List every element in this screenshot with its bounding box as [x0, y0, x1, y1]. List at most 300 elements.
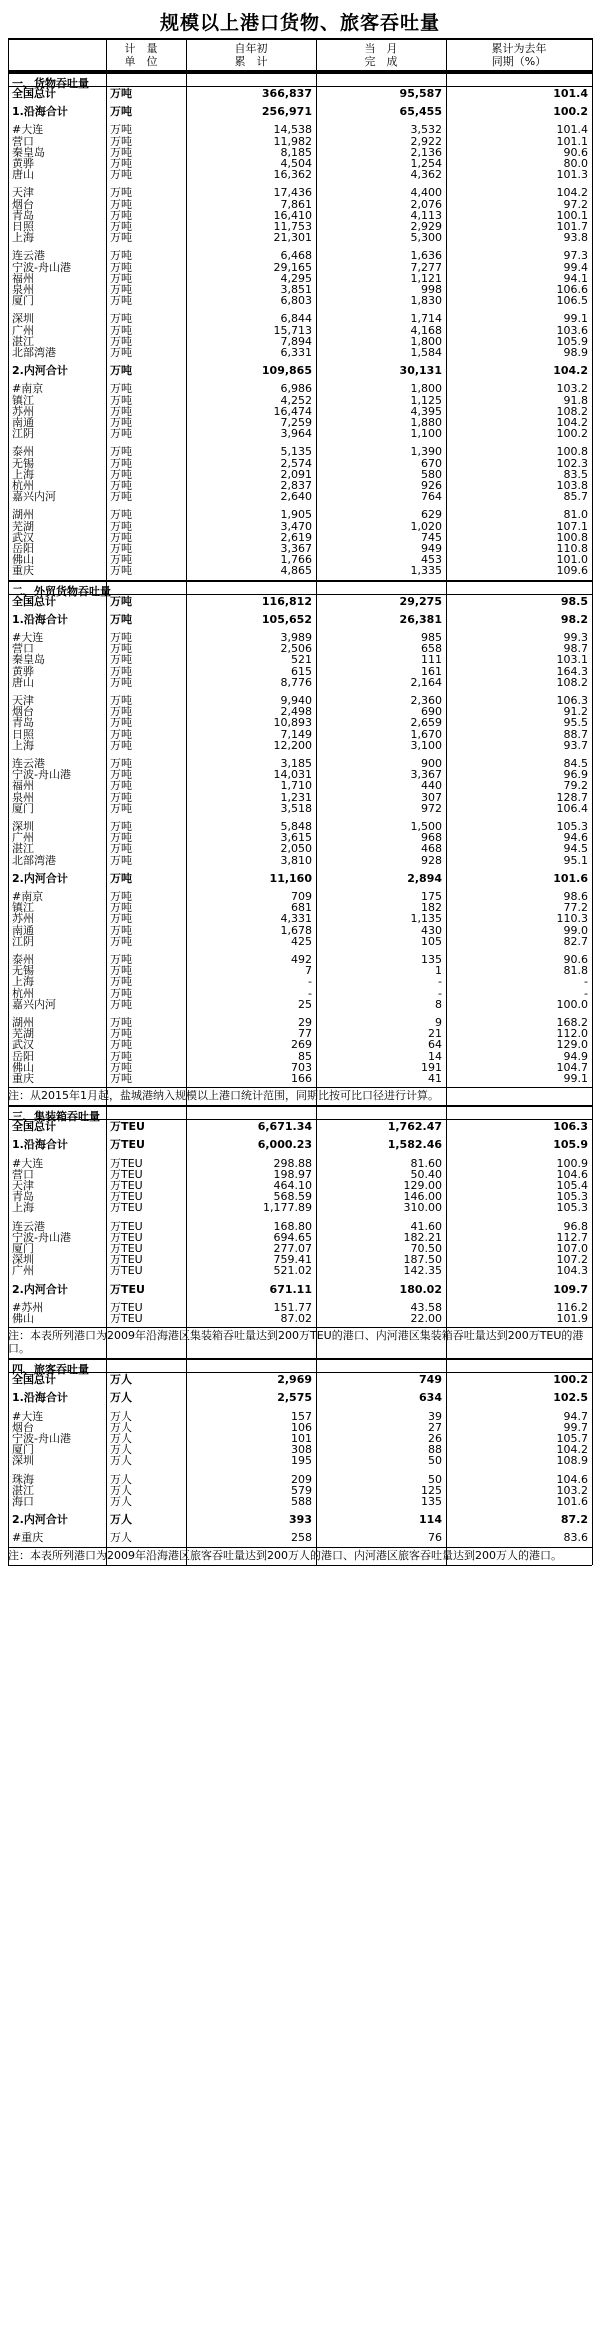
table-note: 注：本表所列港口为2009年沿海港区集装箱吞吐量达到200万TEU的港口、内河港区集装箱吞吐量达到200万TEU的港口。: [8, 1329, 584, 1356]
port-name: 深圳: [12, 820, 34, 833]
ytd-value: 10,893: [273, 716, 312, 730]
month-value: 985: [421, 631, 442, 644]
yoy-pct: 100.2: [553, 1373, 588, 1387]
ytd-value: 4,504: [280, 157, 312, 170]
ytd-value: 16,362: [273, 168, 312, 182]
table-row: [8, 1532, 592, 1543]
ytd-value: 8,185: [280, 145, 312, 159]
ytd-value: 393: [289, 1513, 312, 1527]
yoy-pct: 101.7: [556, 220, 588, 233]
month-value: 135: [421, 1495, 442, 1508]
port-name: 连云港: [12, 757, 45, 770]
table-row: [8, 1039, 592, 1050]
unit: 万吨: [110, 912, 132, 926]
ytd-value: 3,185: [280, 757, 312, 770]
month-value: 26,381: [399, 612, 442, 626]
ytd-value: 4,252: [280, 393, 312, 407]
unit: 万吨: [110, 694, 132, 707]
month-value: 135: [421, 953, 442, 966]
unit: 万人: [110, 1495, 132, 1508]
unit: 万吨: [110, 323, 132, 337]
port-name: 泰州: [12, 445, 34, 459]
port-name: 泉州: [12, 283, 34, 296]
ytd-value: 29,165: [273, 260, 312, 274]
month-value: 1,800: [410, 334, 442, 348]
table-row: [8, 913, 592, 924]
section-title: 三、集装箱吞吐量: [12, 1110, 100, 1124]
port-name: 上海: [12, 738, 34, 752]
ytd-value: 2,506: [280, 642, 312, 656]
ytd-value: 709: [291, 890, 312, 903]
yoy-pct: 103.8: [556, 479, 588, 492]
month-value: 4,395: [410, 404, 442, 418]
yoy-pct: 105.7: [556, 1432, 588, 1445]
unit: 万吨: [110, 208, 132, 222]
yoy-pct: 100.8: [556, 445, 588, 459]
unit: 万吨: [110, 727, 132, 741]
yoy-pct: 94.5: [563, 842, 588, 856]
month-value: 125: [421, 1483, 442, 1497]
unit: 万人: [110, 1391, 132, 1405]
ytd-value: 298.88: [273, 1156, 312, 1170]
port-name: 上海: [12, 1201, 34, 1215]
table-row: [8, 614, 592, 625]
port-name: 黄骅: [12, 157, 34, 170]
section-title: 二、外贸货物吞吐量: [12, 584, 111, 598]
month-value: 4,400: [410, 186, 442, 200]
ytd-column-header: [186, 42, 316, 68]
unit: 万吨: [110, 1016, 132, 1029]
yoy-pct: 94.1: [563, 271, 588, 285]
port-name: 镇江: [12, 901, 34, 915]
unit: 万人: [110, 1531, 132, 1545]
ytd-value: 6,671.34: [257, 1120, 312, 1134]
yoy-pct: -: [584, 986, 588, 1000]
port-name: 青岛: [12, 208, 34, 222]
ytd-value: 209: [291, 1472, 312, 1486]
unit: 万吨: [110, 294, 132, 308]
yoy-pct: 108.9: [556, 1454, 588, 1468]
yoy-pct: 96.8: [563, 1219, 588, 1233]
unit: 万吨: [110, 612, 132, 626]
unit: 万吨: [110, 87, 132, 100]
unit: 万吨: [110, 964, 132, 978]
table-row: [8, 106, 592, 117]
month-value: 187.50: [403, 1253, 442, 1267]
table-row: [8, 446, 592, 457]
table-row: [8, 1313, 592, 1324]
month-value: 926: [421, 479, 442, 492]
unit: 万TEU: [110, 1120, 145, 1134]
column-divider: [316, 38, 317, 1565]
table-row: [8, 803, 592, 814]
port-name: 天津: [12, 186, 34, 200]
yoy-pct: 104.2: [553, 364, 588, 378]
table-row: [8, 936, 592, 947]
port-name: #大连: [12, 123, 44, 137]
unit: 万吨: [110, 427, 132, 441]
unit: 万TEU: [110, 1242, 143, 1255]
pct-column-header: [446, 42, 592, 68]
month-value: 21: [428, 1027, 442, 1041]
month-value: 50: [428, 1472, 442, 1486]
yoy-pct: 108.2: [556, 404, 588, 418]
yoy-pct: 103.1: [556, 653, 588, 667]
unit: 万吨: [110, 820, 132, 833]
month-value: 114: [419, 1513, 442, 1527]
month-value: 430: [421, 923, 442, 937]
month-value: 2,659: [410, 716, 442, 730]
port-name: 1.沿海合计: [12, 1138, 68, 1152]
month-value: 972: [421, 801, 442, 815]
table-row: [8, 313, 592, 324]
yoy-pct: 106.6: [556, 283, 588, 296]
port-name: 福州: [12, 271, 34, 285]
yoy-pct: 98.7: [563, 642, 588, 656]
unit: 万吨: [110, 467, 132, 481]
ytd-value: 3,367: [280, 542, 312, 555]
month-value: 2,076: [410, 197, 442, 211]
ytd-value: 14,538: [273, 123, 312, 137]
unit: 万吨: [110, 642, 132, 656]
unit: 万吨: [110, 157, 132, 170]
unit: 万TEU: [110, 1219, 143, 1233]
ytd-value: 3,989: [280, 631, 312, 644]
yoy-pct: 98.6: [563, 890, 588, 903]
ytd-value: 615: [291, 664, 312, 678]
unit: 万吨: [110, 456, 132, 470]
port-name: #重庆: [12, 1531, 44, 1545]
port-name: 1.沿海合计: [12, 105, 68, 119]
column-divider: [446, 38, 447, 1565]
month-header-line1: 当 月: [364, 42, 398, 55]
yoy-pct: 102.5: [553, 1391, 588, 1405]
port-name: 厦门: [12, 801, 34, 815]
table-row: [8, 1374, 592, 1385]
month-value: 2,136: [410, 145, 442, 159]
yoy-pct: 101.9: [556, 1312, 588, 1325]
table-row: [8, 395, 592, 406]
ytd-value: 7,259: [280, 416, 312, 429]
yoy-pct: 101.4: [556, 123, 588, 137]
yoy-pct: 108.2: [556, 675, 588, 689]
yoy-pct: 101.4: [553, 87, 588, 100]
yoy-pct: 101.0: [556, 553, 588, 567]
ytd-value: 521.02: [273, 1264, 312, 1278]
yoy-pct: 105.4: [556, 1179, 588, 1192]
yoy-pct: 102.3: [556, 456, 588, 470]
yoy-pct: 99.1: [563, 312, 588, 326]
unit: 万TEU: [110, 1156, 143, 1170]
table-row: [8, 855, 592, 866]
yoy-pct: 100.9: [556, 1156, 588, 1170]
table-row: [8, 965, 592, 976]
ytd-value: 16,474: [273, 404, 312, 418]
port-name: #大连: [12, 1156, 44, 1170]
month-value: 111: [421, 653, 442, 667]
table-row: [8, 88, 592, 99]
month-value: 749: [419, 1373, 442, 1387]
month-value: 1,830: [410, 294, 442, 308]
ytd-value: 198.97: [273, 1167, 312, 1181]
yoy-pct: 129.0: [556, 1038, 588, 1052]
ytd-value: 106: [291, 1420, 312, 1434]
ytd-value: 588: [291, 1495, 312, 1508]
port-name: 宁波-舟山港: [12, 260, 71, 274]
yoy-pct: 116.2: [556, 1300, 588, 1314]
table-row: [8, 565, 592, 576]
yoy-pct: 107.1: [556, 519, 588, 533]
yoy-pct: 100.2: [553, 105, 588, 119]
month-value: 2,922: [410, 134, 442, 148]
yoy-pct: 94.7: [563, 1409, 588, 1423]
column-divider: [186, 38, 187, 1565]
unit: 万吨: [110, 757, 132, 770]
unit: 万吨: [110, 445, 132, 459]
yoy-pct: 93.8: [563, 231, 588, 245]
ytd-value: 694.65: [273, 1230, 312, 1244]
yoy-pct: 104.7: [556, 1060, 588, 1074]
ytd-value: 14,031: [273, 768, 312, 782]
month-value: 182.21: [403, 1230, 442, 1244]
ytd-value: 7,894: [280, 334, 312, 348]
month-value: 50.40: [410, 1167, 442, 1181]
ytd-value: 1,678: [280, 923, 312, 937]
yoy-pct: 110.8: [556, 542, 588, 555]
ytd-value: 4,295: [280, 271, 312, 285]
table-note: 注：从2015年1月起，盐城港纳入规模以上港口统计范围，同期比按可比口径进行计算。: [8, 1089, 439, 1103]
port-name: 全国总计: [12, 1120, 56, 1134]
yoy-pct: 79.2: [563, 779, 588, 793]
month-value: 41.60: [410, 1219, 442, 1233]
table-row: [8, 1284, 592, 1295]
table-outer-border: [8, 38, 9, 1565]
table-row: [8, 792, 592, 803]
ytd-value: 4,865: [280, 564, 312, 578]
port-name: 杭州: [12, 479, 34, 492]
month-value: 1,762.47: [387, 1120, 442, 1134]
ytd-value: 168.80: [273, 1219, 312, 1233]
yoy-pct: -: [584, 975, 588, 989]
unit: 万吨: [110, 997, 132, 1011]
ytd-value: 2,619: [280, 530, 312, 544]
ytd-value: 681: [291, 901, 312, 915]
yoy-pct: 101.1: [556, 134, 588, 148]
month-value: 5,300: [410, 231, 442, 245]
table-row: [8, 1121, 592, 1132]
yoy-pct: 110.3: [556, 912, 588, 926]
yoy-pct: 103.2: [556, 382, 588, 396]
port-name: 湛江: [12, 1483, 34, 1497]
month-value: 4,362: [410, 168, 442, 182]
ytd-value: 116,812: [261, 594, 312, 608]
table-row: [8, 383, 592, 394]
unit: 万人: [110, 1472, 132, 1486]
unit: 万吨: [110, 382, 132, 396]
yoy-pct: 94.6: [563, 831, 588, 845]
port-name: 泰州: [12, 953, 34, 966]
yoy-pct: 101.6: [553, 871, 588, 885]
unit: 万吨: [110, 923, 132, 937]
ytd-value: 269: [291, 1038, 312, 1052]
unit: 万吨: [110, 508, 132, 522]
yoy-pct: 105.3: [556, 820, 588, 833]
table-row: [8, 521, 592, 532]
table-row: [8, 740, 592, 751]
ytd-value: 15,713: [273, 323, 312, 337]
table-row: [8, 677, 592, 688]
port-name: 宁波-舟山港: [12, 1230, 71, 1244]
ytd-value: 277.07: [273, 1242, 312, 1255]
ytd-header-line1: 自年初: [234, 42, 268, 55]
port-name: 青岛: [12, 1190, 34, 1204]
port-name: 杭州: [12, 986, 34, 1000]
table-header: [8, 38, 592, 72]
port-name: #大连: [12, 631, 44, 644]
unit: 万吨: [110, 801, 132, 815]
month-value: 580: [421, 467, 442, 481]
yoy-pct: 90.6: [563, 145, 588, 159]
port-name: 2.内河合计: [12, 1282, 68, 1296]
month-value: 22.00: [410, 1312, 442, 1325]
ytd-value: 8,776: [280, 675, 312, 689]
month-value: 468: [421, 842, 442, 856]
ytd-value: 2,091: [280, 467, 312, 481]
port-name: 南通: [12, 923, 34, 937]
port-name: 连云港: [12, 1219, 45, 1233]
month-value: 3,367: [410, 768, 442, 782]
month-value: 690: [421, 705, 442, 719]
port-name: #南京: [12, 382, 44, 396]
unit: 万吨: [110, 934, 132, 948]
ytd-value: 2,969: [277, 1373, 312, 1387]
month-value: 968: [421, 831, 442, 845]
table-row: [8, 1411, 592, 1422]
month-value: 1,582.46: [387, 1138, 442, 1152]
ytd-value: 366,837: [261, 87, 312, 100]
month-value: 65,455: [399, 105, 442, 119]
unit: 万吨: [110, 871, 132, 885]
port-name: 厦门: [12, 294, 34, 308]
port-name: 北部湾港: [12, 853, 56, 867]
unit: 万吨: [110, 260, 132, 274]
ytd-value: 6,986: [280, 382, 312, 396]
port-name: 1.沿海合计: [12, 1391, 68, 1405]
table-row: [8, 717, 592, 728]
yoy-pct: 88.7: [563, 727, 588, 741]
port-name: 厦门: [12, 1443, 34, 1457]
month-value: 949: [421, 542, 442, 555]
month-value: 1,100: [410, 427, 442, 441]
unit: 万吨: [110, 530, 132, 544]
yoy-pct: 90.6: [563, 953, 588, 966]
month-value: 453: [421, 553, 442, 567]
yoy-pct: 99.0: [563, 923, 588, 937]
yoy-pct: 109.6: [556, 564, 588, 578]
ytd-value: 3,964: [280, 427, 312, 441]
month-value: 2,360: [410, 694, 442, 707]
port-name: 烟台: [12, 1420, 34, 1434]
month-value: 1,714: [410, 312, 442, 326]
month-value: 998: [421, 283, 442, 296]
unit: 万吨: [110, 890, 132, 903]
unit: 万人: [110, 1454, 132, 1468]
month-value: 629: [421, 508, 442, 522]
port-name: 连云港: [12, 249, 45, 263]
table-row: [8, 365, 592, 376]
unit: 万吨: [110, 779, 132, 793]
ytd-value: 3,615: [280, 831, 312, 845]
ytd-value: 258: [291, 1531, 312, 1545]
month-value: 41: [428, 1072, 442, 1085]
month-value: 43.58: [410, 1300, 442, 1314]
port-name: 青岛: [12, 716, 34, 730]
month-value: 1,500: [410, 820, 442, 833]
table-row: [8, 250, 592, 261]
table-note: 注：本表所列港口为2009年沿海港区旅客吞吐量达到200万人的港口、内河港区旅客吞吐量达到200万人的港口。: [8, 1548, 562, 1562]
table-row: [8, 1202, 592, 1213]
yoy-pct: 99.1: [563, 1072, 588, 1085]
port-name: 北部湾港: [12, 346, 56, 359]
ytd-value: 3,470: [280, 519, 312, 533]
month-value: 146.00: [403, 1190, 442, 1204]
table-row: [8, 509, 592, 520]
month-value: 310.00: [403, 1201, 442, 1215]
unit: 万吨: [110, 553, 132, 567]
ytd-value: 109,865: [261, 364, 312, 378]
ytd-value: 9,940: [280, 694, 312, 707]
ytd-value: 2,498: [280, 705, 312, 719]
unit-header-line2: 单 位: [124, 55, 158, 68]
ytd-value: 2,575: [277, 1391, 312, 1405]
month-value: 105: [421, 934, 442, 948]
yoy-pct: 106.3: [556, 694, 588, 707]
unit: 万吨: [110, 1038, 132, 1052]
table-outer-border: [592, 38, 593, 1565]
port-name: 岳阳: [12, 1049, 34, 1063]
ytd-value: 105,652: [261, 612, 312, 626]
month-value: 658: [421, 642, 442, 656]
ytd-value: 11,160: [269, 871, 312, 885]
port-name: 湛江: [12, 334, 34, 348]
yoy-pct: 105.3: [556, 1190, 588, 1204]
yoy-pct: 96.9: [563, 768, 588, 782]
table-row: [8, 1139, 592, 1150]
ytd-value: 7,861: [280, 197, 312, 211]
port-name: 重庆: [12, 564, 34, 578]
port-name: 烟台: [12, 197, 34, 211]
ytd-value: 157: [291, 1409, 312, 1423]
ytd-value: 6,844: [280, 312, 312, 326]
port-name: 海口: [12, 1495, 34, 1508]
port-name: 江阴: [12, 934, 34, 948]
table-row: [8, 124, 592, 135]
table-row: [8, 428, 592, 439]
unit: 万吨: [110, 631, 132, 644]
ytd-value: 3,810: [280, 853, 312, 867]
table-row: [8, 169, 592, 180]
unit: 万TEU: [110, 1264, 143, 1278]
yoy-pct: 101.3: [556, 168, 588, 182]
port-name: 唐山: [12, 168, 34, 182]
yoy-pct: 107.2: [556, 1253, 588, 1267]
ytd-value: 12,200: [273, 738, 312, 752]
unit: 万吨: [110, 283, 132, 296]
yoy-pct: 81.0: [563, 508, 588, 522]
ytd-value: 101: [291, 1432, 312, 1445]
table-row: [8, 325, 592, 336]
yoy-pct: 98.9: [563, 346, 588, 359]
